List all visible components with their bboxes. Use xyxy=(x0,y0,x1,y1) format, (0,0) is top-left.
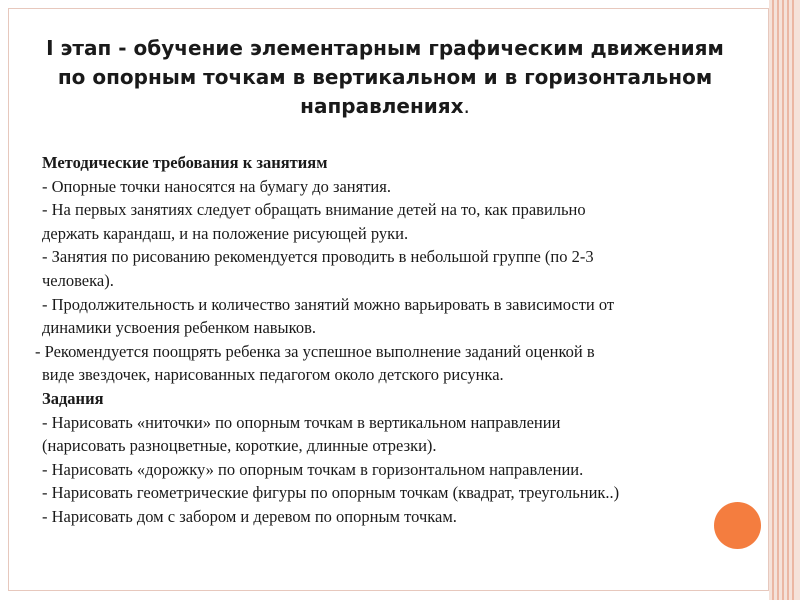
requirement-line: человека). xyxy=(42,270,114,290)
requirement-line: виде звездочек, нарисованных педагогом около детского рисунка. xyxy=(42,365,504,385)
requirement-line: держать карандаш, и на положение рисующей руки. xyxy=(42,223,409,243)
slide-title-text: I этап - обучение элементарным графическим движениям по опорным точкам в вертикальном и в горизонтальном направлениях xyxy=(46,36,724,118)
requirement-line: - Занятия по рисованию рекомендуется проводить в небольшой группе (по 2-3 xyxy=(42,247,594,267)
side-stripe xyxy=(777,0,779,600)
slide-title-period: . xyxy=(463,94,470,118)
task-line: - Нарисовать «ниточки» по опорным точкам в вертикальном направлении xyxy=(42,412,561,432)
side-stripe xyxy=(782,0,784,600)
slide-title xyxy=(40,34,730,121)
task-line: - Нарисовать «дорожку» по опорным точкам в горизонтальном направлении. xyxy=(42,459,584,479)
side-stripe xyxy=(787,0,789,600)
side-stripe xyxy=(772,0,774,600)
task-line: - Нарисовать дом с забором и деревом по опорным точкам. xyxy=(42,506,457,526)
slide-body xyxy=(35,151,742,529)
requirement-line: - На первых занятиях следует обращать внимание детей на то, как правильно xyxy=(42,200,586,220)
requirement-line: динамики усвоения ребенком навыков. xyxy=(42,318,316,338)
methodical-heading: Методические требования к занятиям xyxy=(42,153,328,172)
task-line: - Нарисовать геометрические фигуры по опорным точкам (квадрат, треугольник..) xyxy=(42,483,620,503)
side-stripe xyxy=(792,0,794,600)
requirement-line: - Рекомендуется поощрять ребенка за успешное выполнение заданий оценкой в xyxy=(35,341,595,361)
tasks-heading: Задания xyxy=(42,388,104,408)
decorative-circle xyxy=(714,502,761,549)
requirement-line: - Продолжительность и количество занятий можно варьировать в зависимости от xyxy=(42,294,615,314)
requirement-line: - Опорные точки наносятся на бумагу до занятия. xyxy=(42,176,391,196)
task-line: (нарисовать разноцветные, короткие, длинные отрезки). xyxy=(42,436,437,456)
